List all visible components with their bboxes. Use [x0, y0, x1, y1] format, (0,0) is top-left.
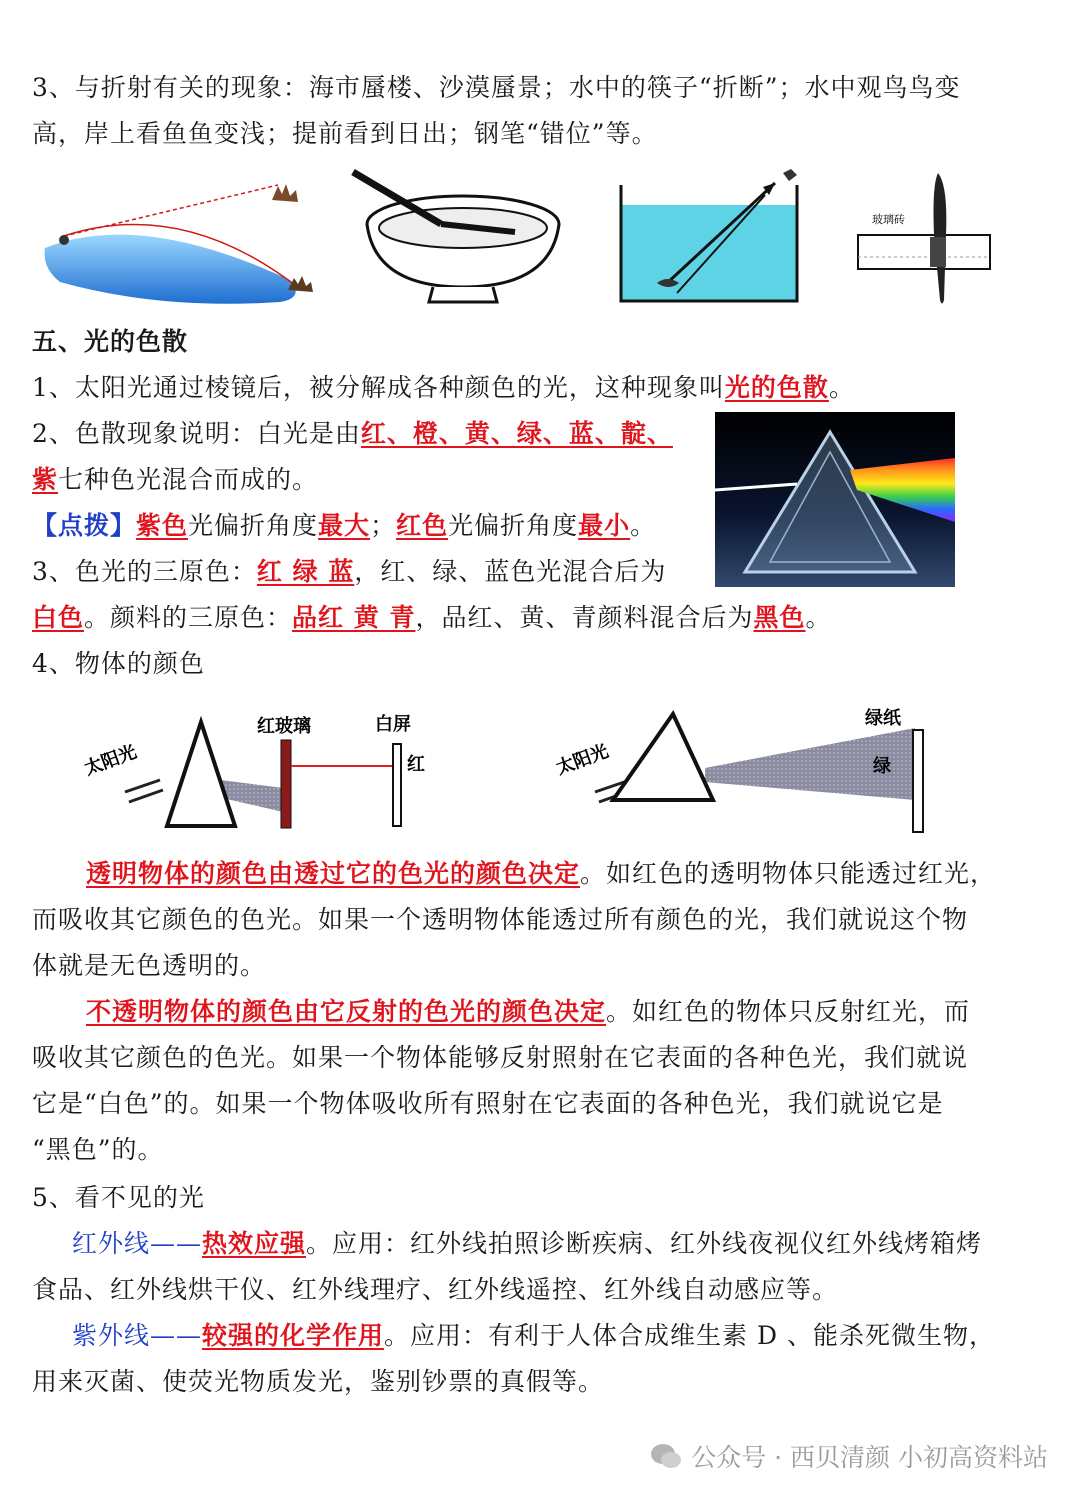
green-paper-label: 绿纸: [865, 708, 901, 729]
ir-line-2: 食品、红外线烘干仪、红外线理疗、红外线遥控、红外线自动感应等。: [32, 1275, 839, 1304]
tip-k1: 紫色: [136, 511, 189, 540]
opaque-key: 不透明物体的颜色由它反射的色光的颜色决定: [86, 997, 607, 1026]
real-object: [288, 276, 313, 292]
p1-pre: 1、太阳光通过棱镜后，被分解成各种颜色的光，这种现象叫: [32, 373, 725, 402]
s3-line-1: 3、与折射有关的现象：海市蜃楼、沙漠蜃景；水中的筷子“折断”；水中观鸟鸟变: [32, 73, 961, 102]
glass-brick-label: 玻璃砖: [872, 213, 905, 226]
red-glass-label: 红玻璃: [257, 716, 311, 737]
uv-line-2: 用来灭菌、使荧光物质发光，鉴别钞票的真假等。: [32, 1367, 605, 1396]
tip-k3: 红色: [396, 511, 449, 540]
transparent-line-2: 而吸收其它颜色的色光。如果一个透明物体能透过所有颜色的光，我们就说这个物: [32, 905, 969, 934]
mirage-figure: [40, 170, 315, 310]
mirage-image: [272, 184, 298, 202]
white-screen-label: 白屏: [375, 714, 411, 735]
ir-line-1: [72, 1226, 982, 1262]
eye-mark: [783, 169, 797, 181]
ir-rest-1: 。应用：红外线拍照诊断疾病、红外线夜视仪红外线烤箱烤: [306, 1229, 983, 1258]
p3-k4: 黑色: [753, 603, 806, 632]
transparent-rest-1: 。如红色的透明物体只能透过红光，: [580, 859, 997, 888]
watermark: [649, 1438, 1048, 1474]
transparent-key: 透明物体的颜色由透过它的色光的颜色决定: [86, 859, 581, 888]
p5-heading: 5、看不见的光: [32, 1183, 205, 1212]
p4-heading: 4、物体的颜色: [32, 649, 205, 678]
p2-post: 七种色光混合而成的。: [58, 465, 319, 494]
s3-line-2: 高，岸上看鱼鱼变浅；提前看到日出；钢笔“错位”等。: [32, 119, 658, 148]
p3-mid: ，红、绿、蓝色光混合后为: [354, 557, 667, 586]
p3-t3: ，品红、黄、青颜料混合后为: [415, 603, 754, 632]
p3-t2: 。颜料的三原色：: [84, 603, 293, 632]
uv-line-1: [72, 1318, 995, 1354]
fish-tank-figure: [615, 165, 805, 305]
ir-key: 热效应强: [202, 1229, 307, 1258]
p2-key1: 红、橙、黄、绿、蓝、靛、: [360, 419, 673, 448]
uv-rest-1: 。应用：有利于人体合成维生素 D 、能杀死微生物，: [384, 1321, 995, 1350]
opaque-rest-1: 。如红色的物体只反射红光，而: [606, 997, 971, 1026]
p2-line-2: [32, 462, 318, 498]
p1-key: 光的色散: [724, 373, 829, 402]
tip-t3: 光偏折角度: [448, 511, 579, 540]
p3-k2: 白色: [32, 603, 85, 632]
red-glass-diagram: [81, 700, 445, 840]
p1-post: 。: [828, 373, 855, 402]
uv-key: 较强的化学作用: [202, 1321, 385, 1350]
p3-line-2: [32, 600, 832, 636]
p3-t4: 。: [805, 603, 832, 632]
sea-shape: [45, 235, 296, 304]
opaque-line-1: [86, 994, 970, 1030]
glass-brick-figure: [850, 165, 995, 310]
transparent-line-1: [86, 856, 996, 892]
green-label: 绿: [873, 756, 891, 777]
sun-label-2: 太阳光: [553, 740, 612, 780]
p1: [32, 370, 855, 406]
tip-t1: 光偏折角度: [188, 511, 319, 540]
wechat-icon: [649, 1441, 683, 1471]
green-paper-diagram: [553, 700, 945, 840]
p2-pre: 2、色散现象说明：白光是由: [32, 419, 361, 448]
observer: [59, 235, 69, 245]
ir-name: 红外线——: [72, 1229, 203, 1258]
opaque-line-4: “黑色”的。: [32, 1135, 164, 1164]
transparent-line-3: 体就是无色透明的。: [32, 951, 267, 980]
red-label: 红: [407, 754, 425, 775]
bowl-figure: [345, 162, 570, 312]
tip-label: 【点拨】: [32, 511, 137, 540]
p3-k3: 品红 黄 青: [292, 603, 416, 632]
uv-name: 紫外线——: [72, 1321, 203, 1350]
watermark-text: 公众号 · 西贝清颜 小初高资料站: [691, 1443, 1048, 1472]
p2-line-1: [32, 416, 673, 452]
p2-key2: 紫: [32, 465, 59, 494]
sun-label-1: 太阳光: [81, 741, 140, 780]
p3-pre: 3、色光的三原色：: [32, 557, 257, 586]
p3-line-1: [32, 554, 666, 590]
tip-k2: 最大: [318, 511, 371, 540]
opaque-line-2: 吸收其它颜色的色光。如果一个物体能够反射照射在它表面的各种色光，我们就说: [32, 1043, 969, 1072]
opaque-line-3: 它是“白色”的。如果一个物体吸收所有照射在它表面的各种色光，我们就说它是: [32, 1089, 944, 1118]
tip-line: [32, 508, 656, 544]
tip-t2: ；: [370, 511, 397, 540]
tip-t4: 。: [630, 511, 657, 540]
section-5-title: 五、光的色散: [32, 327, 189, 356]
tip-k4: 最小: [578, 511, 631, 540]
p3-k1: 红 绿 蓝: [256, 557, 355, 586]
prism-photo: [715, 412, 955, 587]
